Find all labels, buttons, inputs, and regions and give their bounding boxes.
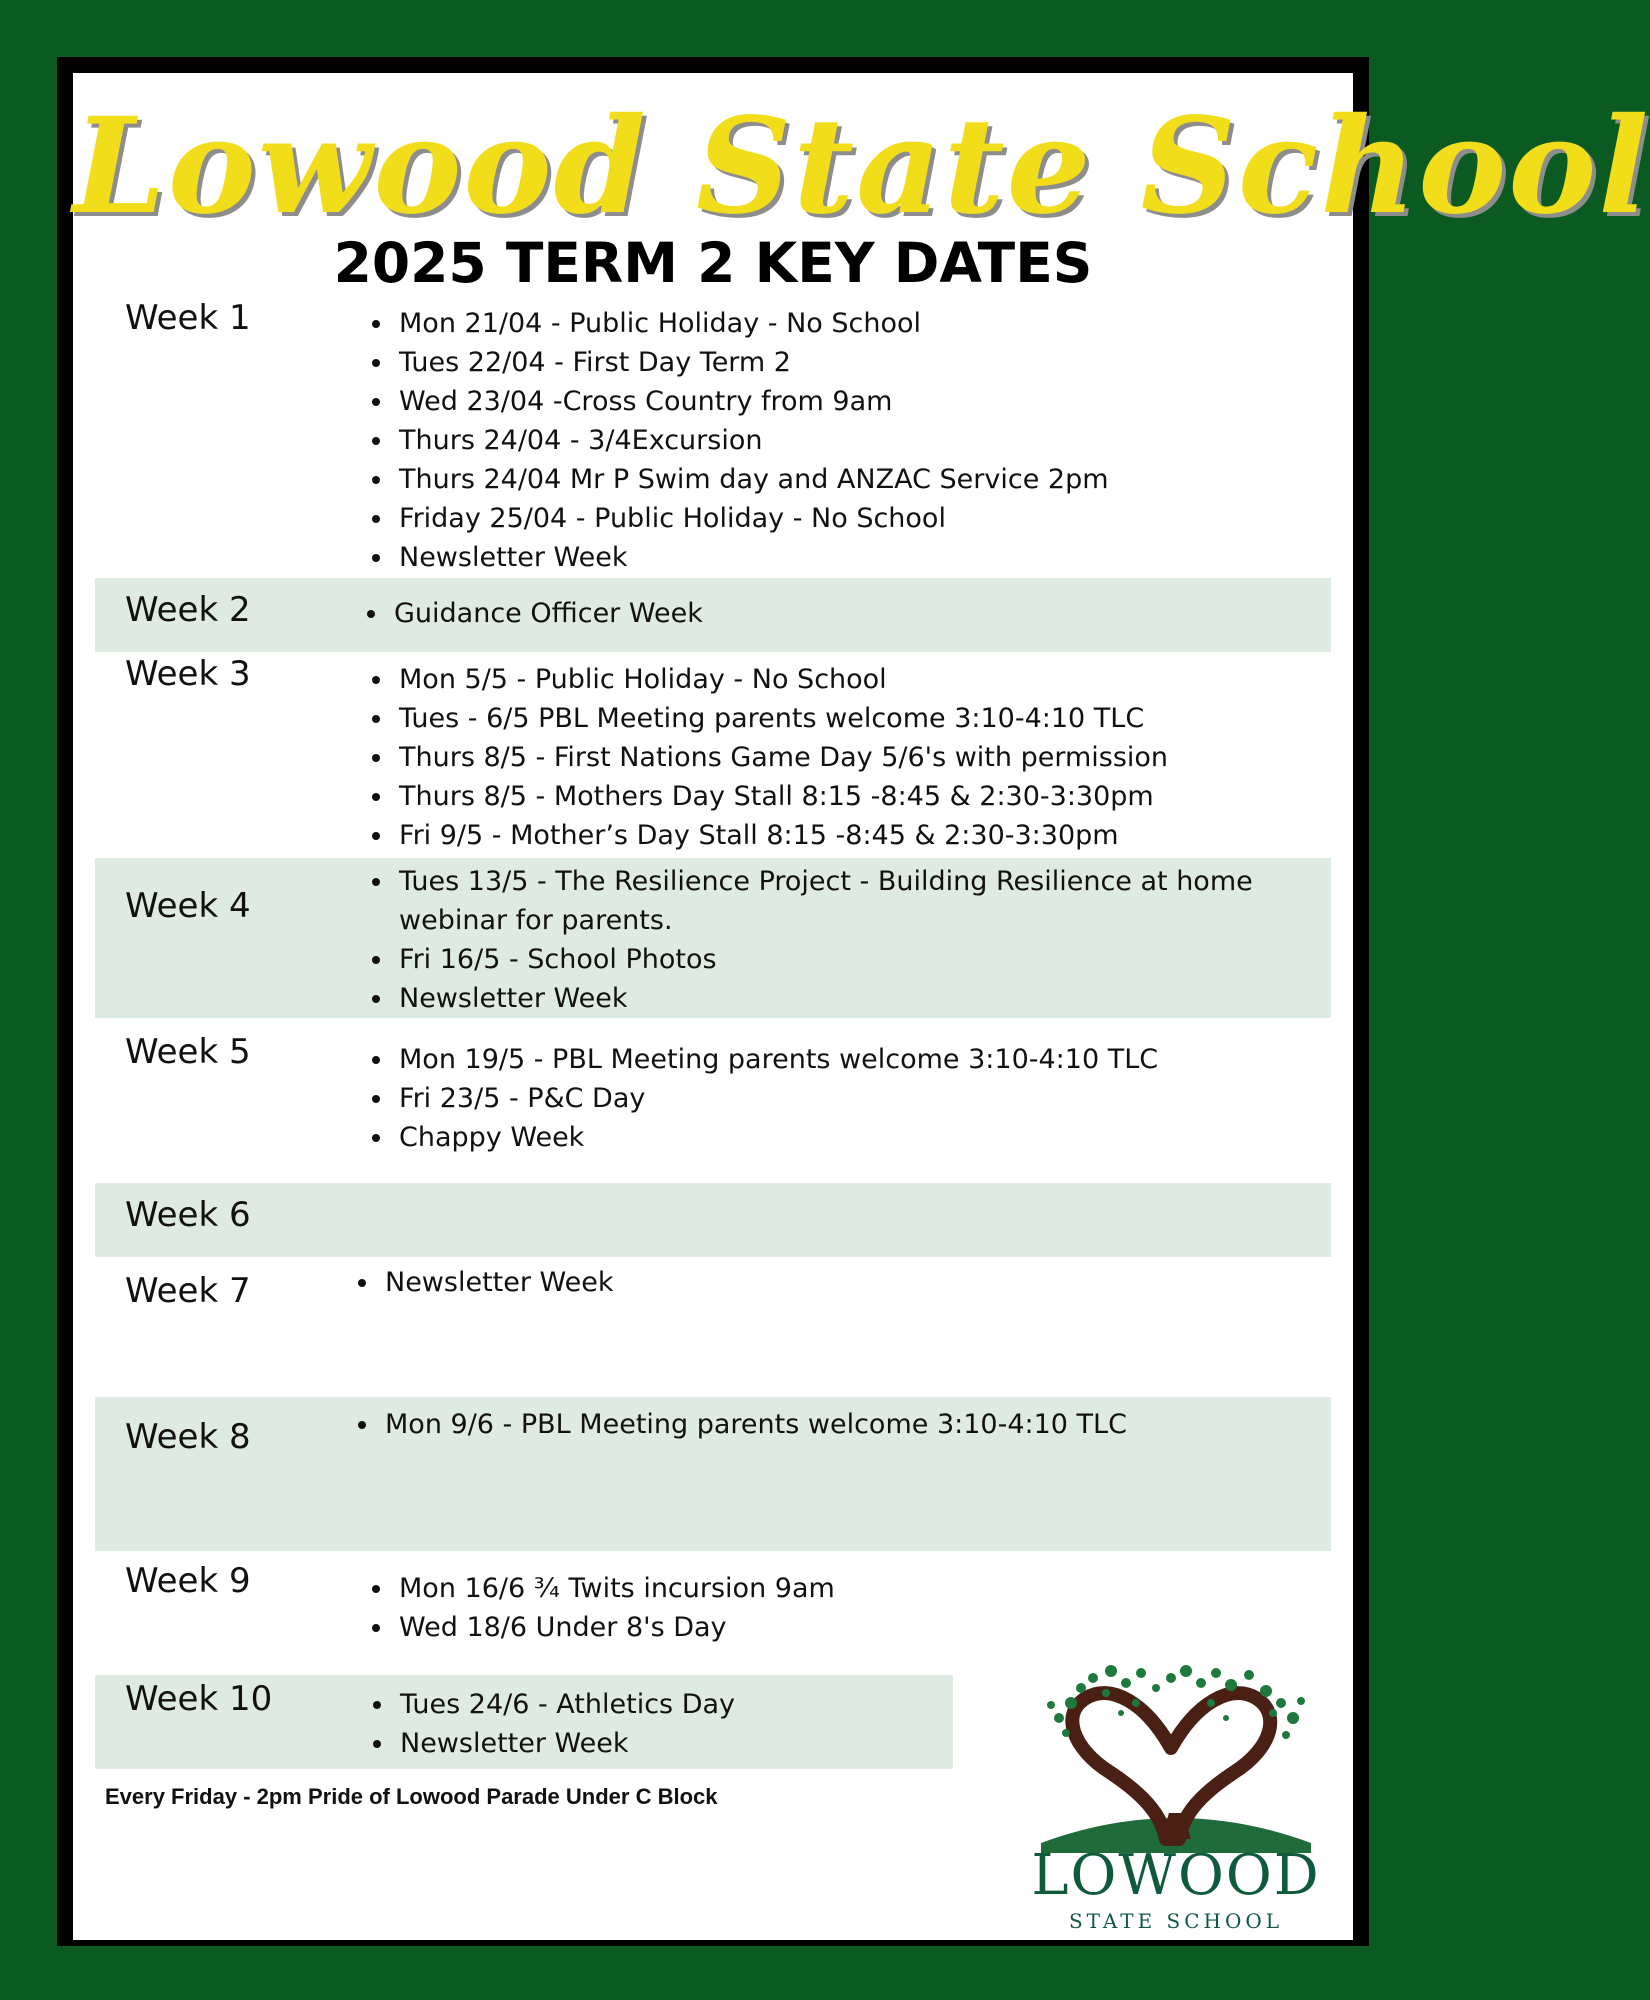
week-row-10 xyxy=(95,1675,953,1769)
event-item: • Mon 9/6 - PBL Meeting parents welcome 3:10-4:10 TLC xyxy=(381,1405,1127,1444)
event-item: webinar for parents. xyxy=(399,905,673,936)
event-item: • Tues 13/5 - The Resilience Project - Building Resilience at home xyxy=(395,862,1253,901)
event-item: • Mon 21/04 - Public Holiday - No School xyxy=(395,304,1109,343)
week-label: Week 10 xyxy=(125,1679,273,1719)
logo-subtitle: STATE SCHOOL xyxy=(1068,1909,1284,1933)
friday-parade-note: Every Friday - 2pm Pride of Lowood Parade Under C Block xyxy=(105,1784,718,1809)
event-list xyxy=(365,1040,1158,1157)
event-item: • Mon 16/6 ¾ Twits incursion 9am xyxy=(395,1569,835,1608)
event-item: • Guidance Officer Week xyxy=(390,594,703,633)
event-item: • Tues 22/04 - First Day Term 2 xyxy=(395,343,1109,382)
week-row-2 xyxy=(95,578,1331,652)
week-label: Week 9 xyxy=(125,1561,251,1601)
event-list xyxy=(365,862,1253,1018)
week-row-7 xyxy=(95,1257,1331,1397)
page-title: 2025 TERM 2 KEY DATES xyxy=(333,231,1093,295)
event-item: • Mon 19/5 - PBL Meeting parents welcome 3:10-4:10 TLC xyxy=(395,1040,1158,1079)
heart-tree-icon xyxy=(1011,1643,1341,1853)
event-item: • Thurs 8/5 - Mothers Day Stall 8:15 -8:45 & 2:30-3:30pm xyxy=(395,777,1168,816)
event-item: • Chappy Week xyxy=(395,1118,1158,1157)
event-item: • Tues - 6/5 PBL Meeting parents welcome 3:10-4:10 TLC xyxy=(395,699,1168,738)
week-label: Week 2 xyxy=(125,590,251,630)
event-list xyxy=(366,1685,735,1763)
week-label: Week 8 xyxy=(125,1417,251,1457)
event-item: • Friday 25/04 - Public Holiday - No School xyxy=(395,499,1109,538)
week-label: Week 4 xyxy=(125,886,251,926)
event-list xyxy=(365,1569,835,1647)
key-dates-page xyxy=(73,73,1650,1940)
event-list xyxy=(365,304,1109,577)
event-item: • Thurs 24/04 Mr P Swim day and ANZAC Service 2pm xyxy=(395,460,1109,499)
week-label: Week 3 xyxy=(125,654,251,694)
week-label: Week 6 xyxy=(125,1195,251,1235)
event-item: • Newsletter Week xyxy=(396,1724,735,1763)
event-item: • Thurs 8/5 - First Nations Game Day 5/6's with permission xyxy=(395,738,1168,777)
week-label: Week 7 xyxy=(125,1271,251,1311)
week-row-3 xyxy=(95,652,1331,857)
event-item: • Fri 9/5 - Mother’s Day Stall 8:15 -8:45 & 2:30-3:30pm xyxy=(395,816,1168,855)
event-item: • Tues 24/6 - Athletics Day xyxy=(396,1685,735,1724)
event-list xyxy=(360,594,703,633)
event-list xyxy=(365,660,1168,855)
event-item: • Fri 16/5 - School Photos xyxy=(395,940,1253,979)
event-item: • Newsletter Week xyxy=(395,979,1253,1018)
week-label: Week 1 xyxy=(125,298,251,338)
week-row-4 xyxy=(95,858,1331,1018)
week-row-6 xyxy=(95,1183,1331,1257)
event-item: • Mon 5/5 - Public Holiday - No School xyxy=(395,660,1168,699)
event-list xyxy=(351,1263,614,1302)
event-item: • Thurs 24/04 - 3/4Excursion xyxy=(395,421,1109,460)
school-name-title: Lowood State School xyxy=(73,89,1650,244)
week-row-5 xyxy=(95,1018,1331,1183)
week-row-8 xyxy=(95,1397,1331,1551)
school-logo xyxy=(1011,1643,1341,1933)
event-item: • Newsletter Week xyxy=(395,538,1109,577)
logo-name: LOWOOD xyxy=(1031,1843,1321,1908)
week-row-1 xyxy=(95,288,1331,588)
event-item: • Wed 23/04 -Cross Country from 9am xyxy=(395,382,1109,421)
event-item: • Wed 18/6 Under 8's Day xyxy=(395,1608,835,1647)
event-item: • Fri 23/5 - P&C Day xyxy=(395,1079,1158,1118)
event-item: • Newsletter Week xyxy=(381,1263,614,1302)
week-label: Week 5 xyxy=(125,1032,251,1072)
event-list xyxy=(351,1405,1127,1444)
